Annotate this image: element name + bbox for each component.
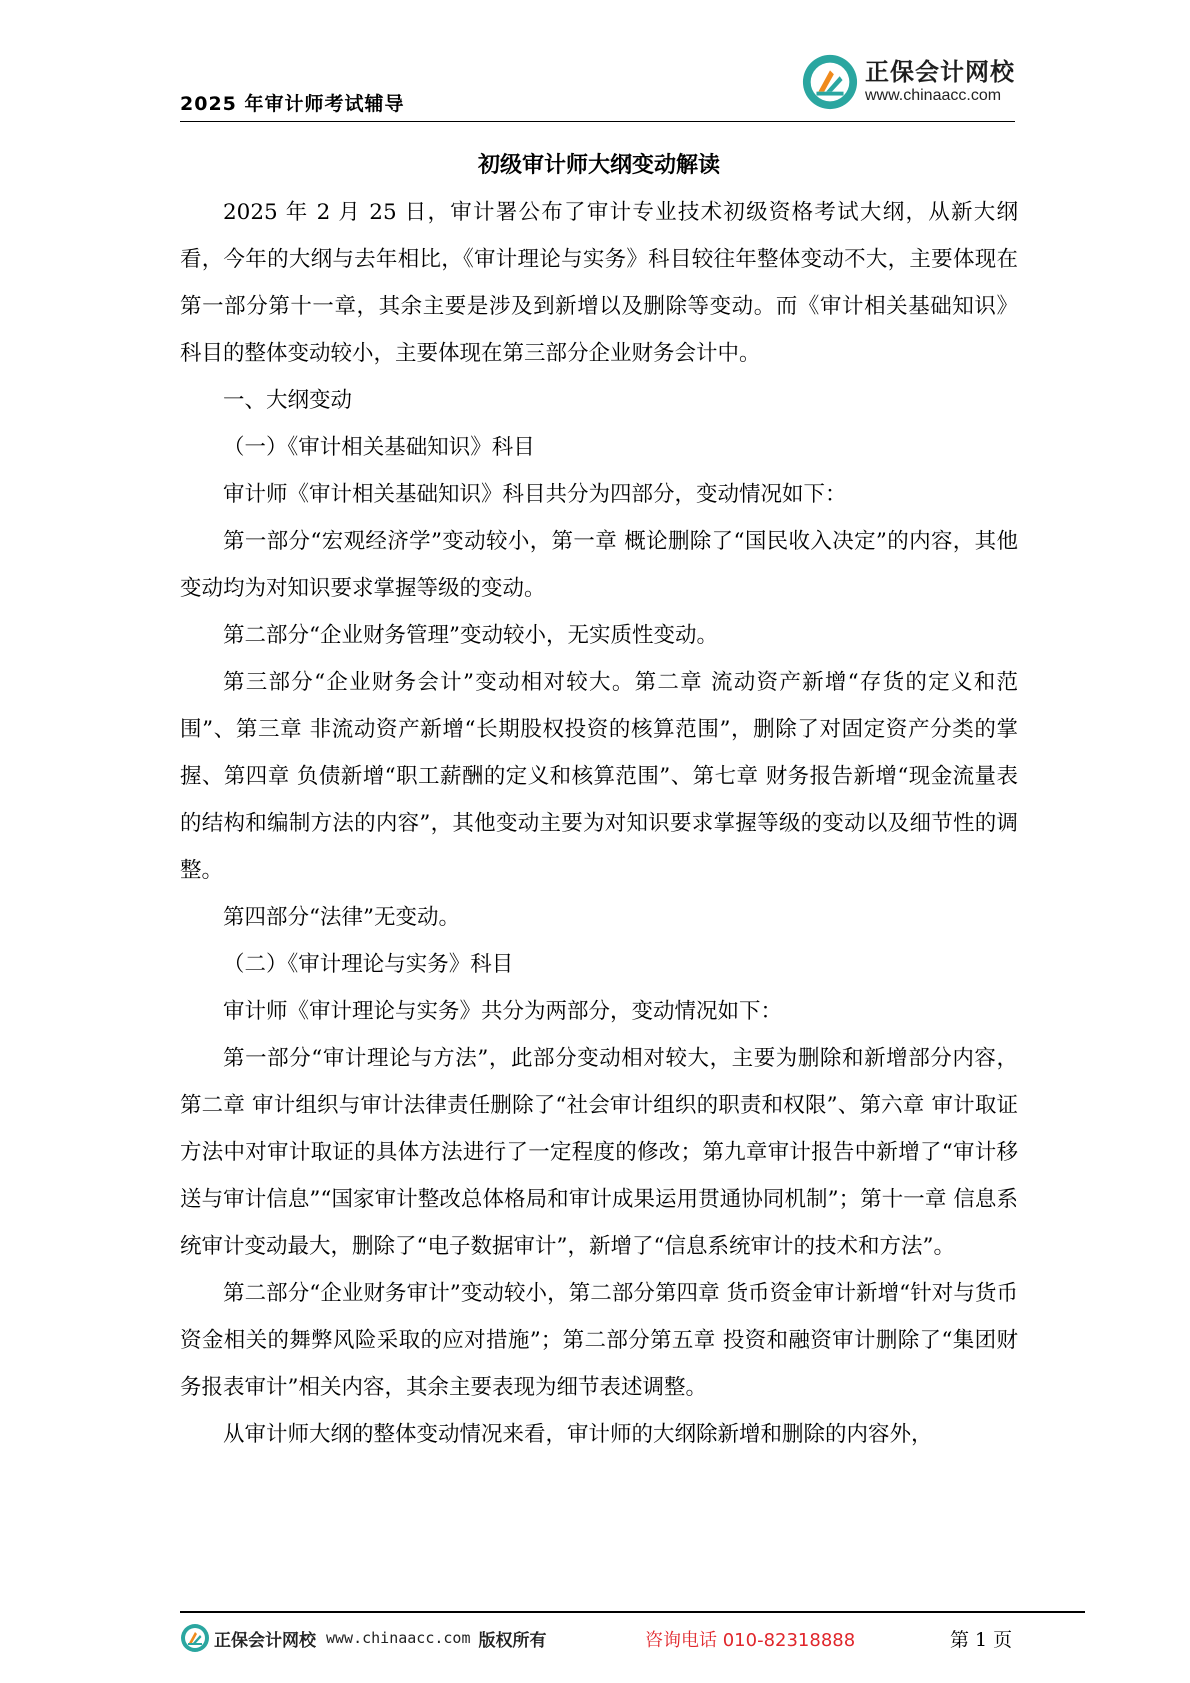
- page-number: 第 1 页: [950, 1629, 1013, 1651]
- footer-phone: 咨询电话 010-82318888: [645, 1630, 856, 1651]
- logo-icon: [801, 53, 859, 111]
- brand-url: www.chinaacc.com: [865, 86, 1002, 104]
- brand-name: 正保会计网校: [865, 58, 1015, 86]
- page-header: [180, 50, 1015, 122]
- doc-series-title: 2025 年审计师考试辅导: [180, 93, 405, 115]
- footer-brand-name: 正保会计网校: [214, 1630, 316, 1651]
- document-title: 初级审计师大纲变动解读: [477, 153, 720, 178]
- footer-brand: [180, 1623, 547, 1653]
- paragraph: 从审计师大纲的整体变动情况来看，审计师的大纲除新增和删除的内容外，: [223, 1422, 933, 1447]
- header-divider: [180, 121, 1015, 123]
- paragraph: 第一部分“宏观经济学”变动较小，第一章 概论删除了“国民收入决定”的内容，其他变动均为对知识要求掌握等级的变动。: [180, 529, 1018, 601]
- logo-icon: [180, 1623, 210, 1653]
- paragraph: 审计师《审计相关基础知识》科目共分为四部分，变动情况如下：: [223, 482, 847, 507]
- paragraph: 第二部分“企业财务管理”变动较小，无实质性变动。: [223, 623, 718, 648]
- subsection-heading: （二）《审计理论与实务》科目: [223, 952, 514, 977]
- document-body: [180, 148, 1018, 1458]
- footer-copyright: 版权所有: [478, 1630, 547, 1651]
- paragraph: 第四部分“法律”无变动。: [223, 905, 460, 930]
- footer-divider: [180, 1611, 1085, 1613]
- paragraph: 2025 年 2 月 25 日，审计署公布了审计专业技术初级资格考试大纲，从新大纲看，今年的大纲与去年相比，《审计理论与实务》科目较往年整体变动不大，主要体现在第一部分第十一章，其余主要是涉及到新增以及删除等变动。而《审计相关基础知识》科目的整体变动较小，主要体现在第三部分企业财务会计中。: [180, 200, 1018, 366]
- page-footer: [180, 1611, 1085, 1661]
- paragraph: 第一部分“审计理论与方法”，此部分变动相对较大，主要为删除和新增部分内容，第二章 审计组织与审计法律责任删除了“社会审计组织的职责和权限”、第六章 审计取证方法中对审计取证的具体方法进行了一定程度的修改；第九章审计报告中新增了“审计移送与审计信息”“国家审计整改总体格局和审计成果运用贯通协同机制”；第十一章 信息系统审计变动最大，删除了“电子数据审计”，新增了“信息系统审计的技术和方法”。: [180, 1046, 1019, 1259]
- paragraph: 第三部分“企业财务会计”变动相对较大。第二章 流动资产新增“存货的定义和范围”、第三章 非流动资产新增“长期股权投资的核算范围”，删除了对固定资产分类的掌握、第四章 负债新增“职工薪酬的定义和核算范围”、第七章 财务报告新增“现金流量表的结构和编制方法的内容”，其他变动主要为对知识要求掌握等级的变动以及细节性的调整。: [180, 670, 1018, 883]
- section-heading: 一、大纲变动: [223, 388, 353, 413]
- paragraph: 第二部分“企业财务审计”变动较小，第二部分第四章 货币资金审计新增“针对与货币资金相关的舞弊风险采取的应对措施”；第二部分第五章 投资和融资审计删除了“集团财务报表审计”相关内容，其余主要表现为细节表述调整。: [180, 1281, 1018, 1400]
- subsection-heading: （一）《审计相关基础知识》科目: [223, 435, 535, 460]
- footer-url[interactable]: www.chinaacc.com: [326, 1629, 471, 1647]
- brand-block: [801, 54, 1015, 110]
- paragraph: 审计师《审计理论与实务》共分为两部分，变动情况如下：: [223, 999, 783, 1024]
